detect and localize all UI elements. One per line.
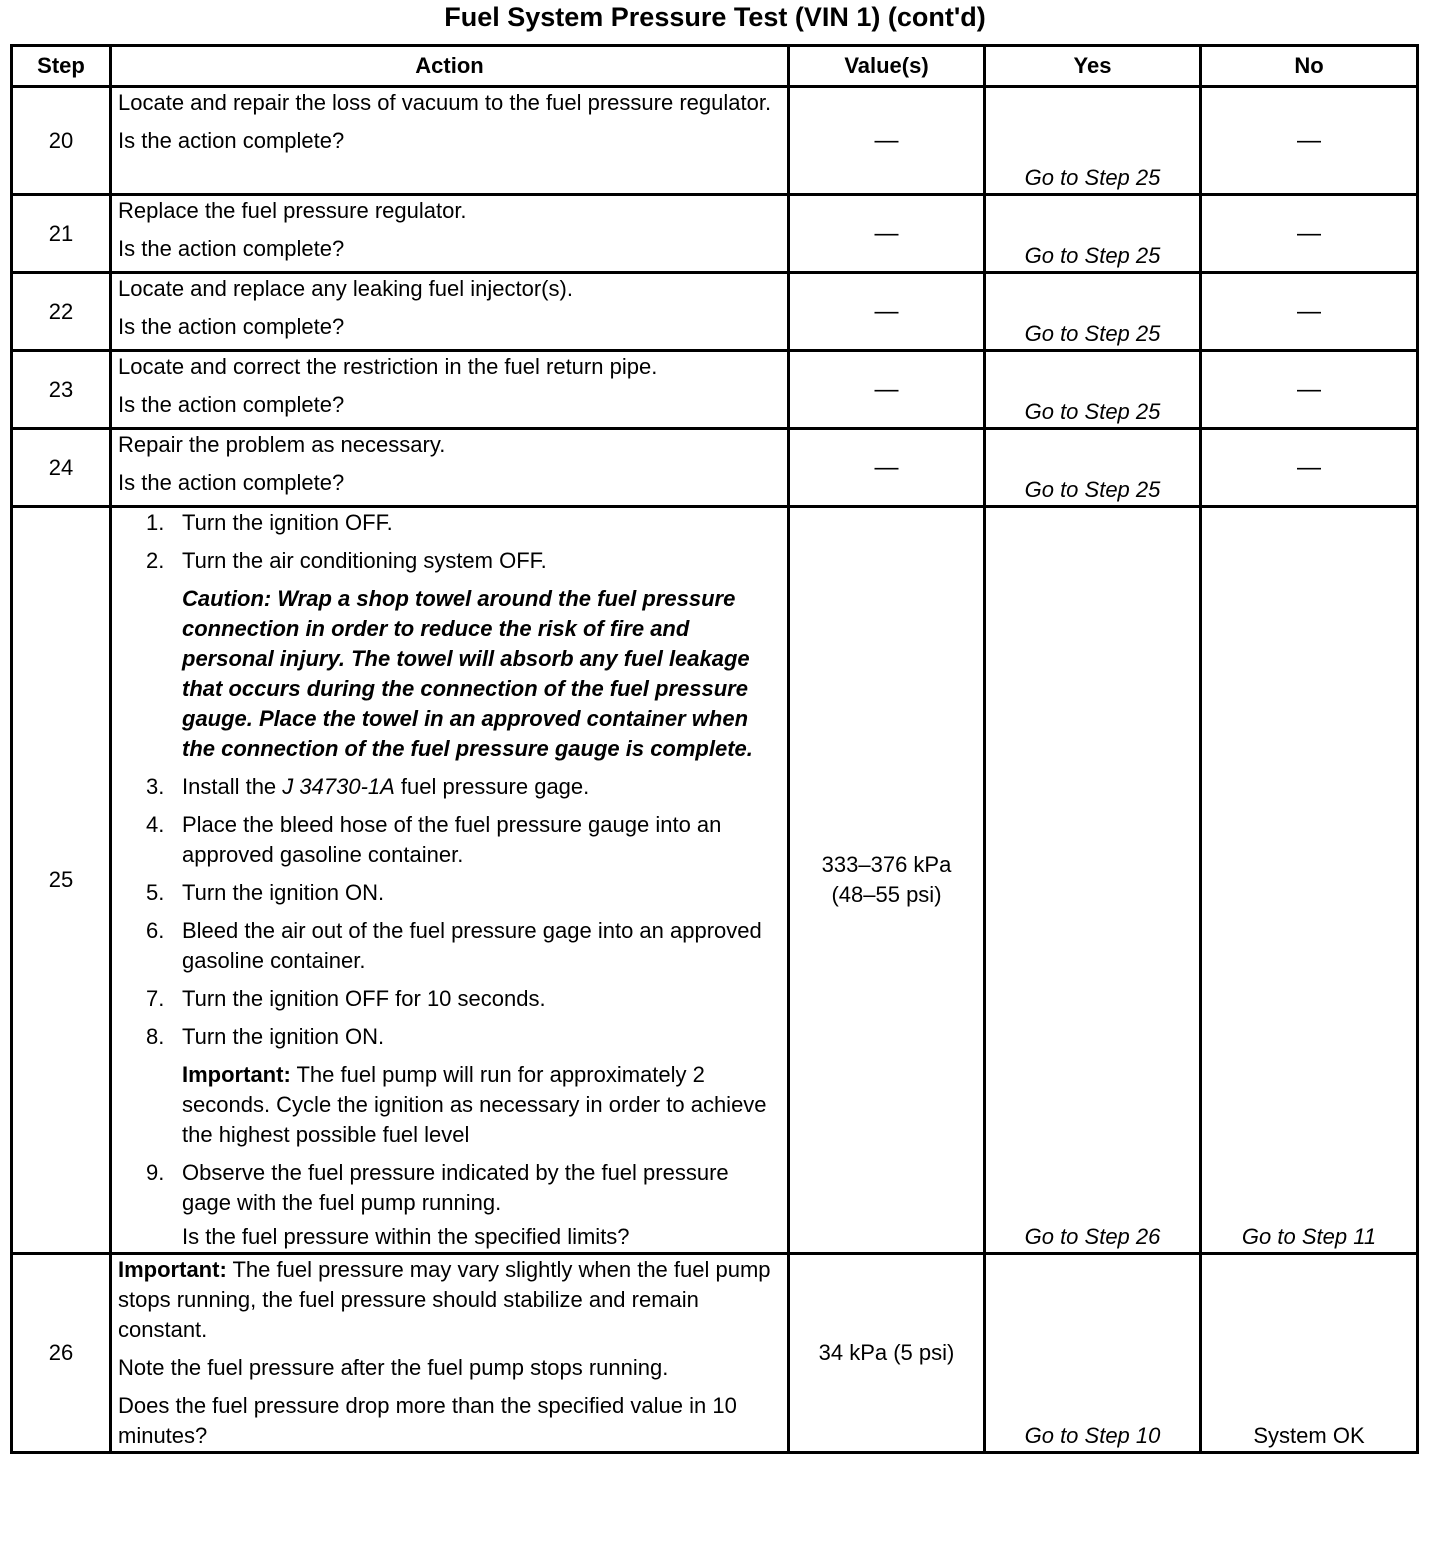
value-kpa: 333–376 kPa bbox=[821, 852, 952, 877]
value-cell: — bbox=[789, 429, 985, 507]
item-text: fuel pressure gage. bbox=[394, 774, 590, 799]
list-item bbox=[140, 810, 781, 870]
no-cell: — bbox=[1201, 195, 1418, 273]
value-cell: 34 kPa (5 psi) bbox=[789, 1254, 985, 1453]
table-row bbox=[12, 195, 1418, 273]
header-no: No bbox=[1201, 46, 1418, 87]
yes-cell: Go to Step 25 bbox=[985, 195, 1201, 273]
item-number: 7. bbox=[146, 986, 165, 1011]
item-text: Turn the ignition OFF for 10 seconds. bbox=[182, 986, 546, 1011]
item-text: Bleed the air out of the fuel pressure gage into an approved gasoline container. bbox=[182, 918, 762, 973]
action-question: Does the fuel pressure drop more than the specified value in 10 minutes? bbox=[118, 1393, 737, 1448]
action-cell bbox=[111, 273, 789, 351]
value-cell bbox=[789, 507, 985, 1254]
action-question: Is the action complete? bbox=[118, 236, 345, 261]
action-text: Locate and replace any leaking fuel injector(s). bbox=[118, 276, 573, 301]
no-cell: — bbox=[1201, 87, 1418, 195]
item-text: Observe the fuel pressure indicated by the fuel pressure gage with the fuel pump running. bbox=[182, 1160, 729, 1215]
list-item bbox=[140, 916, 781, 976]
procedure-table bbox=[10, 44, 1419, 1454]
item-text: Install the bbox=[182, 774, 283, 799]
yes-cell: Go to Step 10 bbox=[985, 1254, 1201, 1453]
item-number: 8. bbox=[146, 1024, 165, 1049]
header-values: Value(s) bbox=[789, 46, 985, 87]
item-number: 2. bbox=[146, 548, 165, 573]
table-row bbox=[12, 507, 1418, 1254]
procedure-list bbox=[118, 508, 781, 576]
action-cell bbox=[111, 195, 789, 273]
step-number: 22 bbox=[12, 273, 111, 351]
step-number: 20 bbox=[12, 87, 111, 195]
item-number: 9. bbox=[146, 1160, 165, 1185]
item-text: Turn the air conditioning system OFF. bbox=[182, 548, 547, 573]
action-text: Note the fuel pressure after the fuel pump stops running. bbox=[118, 1355, 669, 1380]
step-number: 25 bbox=[12, 507, 111, 1254]
list-item bbox=[140, 772, 781, 802]
yes-cell: Go to Step 25 bbox=[985, 273, 1201, 351]
action-text: Locate and correct the restriction in the fuel return pipe. bbox=[118, 354, 658, 379]
action-question: Is the action complete? bbox=[118, 470, 345, 495]
important-text: The fuel pump will run for approximately 2 seconds. Cycle the ignition as necessary in order to achieve the highest possible fuel level bbox=[182, 1062, 767, 1147]
action-question: Is the action complete? bbox=[118, 392, 345, 417]
procedure-list bbox=[118, 772, 781, 1052]
list-item bbox=[140, 984, 781, 1014]
list-item bbox=[140, 508, 781, 538]
item-number: 6. bbox=[146, 918, 165, 943]
item-number: 1. bbox=[146, 510, 165, 535]
value-cell: — bbox=[789, 273, 985, 351]
item-number: 5. bbox=[146, 880, 165, 905]
yes-cell: Go to Step 25 bbox=[985, 87, 1201, 195]
action-text: Locate and repair the loss of vacuum to the fuel pressure regulator. bbox=[118, 90, 772, 115]
step-number: 23 bbox=[12, 351, 111, 429]
list-item bbox=[140, 546, 781, 576]
important-note bbox=[118, 1255, 781, 1345]
table-row bbox=[12, 351, 1418, 429]
value-cell: — bbox=[789, 351, 985, 429]
no-cell: — bbox=[1201, 429, 1418, 507]
action-question: Is the action complete? bbox=[118, 314, 345, 339]
action-text: Replace the fuel pressure regulator. bbox=[118, 198, 467, 223]
no-cell: — bbox=[1201, 351, 1418, 429]
list-item bbox=[140, 1022, 781, 1052]
action-text: Repair the problem as necessary. bbox=[118, 432, 446, 457]
list-item bbox=[140, 878, 781, 908]
procedure-list bbox=[118, 1158, 781, 1218]
important-label: Important: bbox=[118, 1257, 227, 1282]
step-number: 26 bbox=[12, 1254, 111, 1453]
table-row bbox=[12, 429, 1418, 507]
no-cell: Go to Step 11 bbox=[1201, 507, 1418, 1254]
no-cell: System OK bbox=[1201, 1254, 1418, 1453]
table-row bbox=[12, 87, 1418, 195]
header-step: Step bbox=[12, 46, 111, 87]
action-question: Is the fuel pressure within the specified limits? bbox=[182, 1224, 630, 1249]
important-label: Important: bbox=[182, 1062, 291, 1087]
value-psi: (48–55 psi) bbox=[831, 882, 942, 907]
page-title: Fuel System Pressure Test (VIN 1) (cont'd) bbox=[444, 2, 986, 32]
no-cell: — bbox=[1201, 273, 1418, 351]
item-text: Turn the ignition ON. bbox=[182, 1024, 385, 1049]
caution-note: Caution: Wrap a shop towel around the fuel pressure connection in order to reduce the risk of fire and personal injury. The towel will absorb any fuel leakage that occurs during the connection of the fuel pressure gauge. Place the towel in an approved container when the connection of the fuel pressure gauge is complete. bbox=[182, 586, 753, 761]
item-text: Turn the ignition OFF. bbox=[182, 510, 393, 535]
item-text: Place the bleed hose of the fuel pressure gauge into an approved gasoline container. bbox=[182, 812, 722, 867]
value-cell: — bbox=[789, 195, 985, 273]
yes-cell: Go to Step 26 bbox=[985, 507, 1201, 1254]
item-number: 3. bbox=[146, 774, 165, 799]
action-cell bbox=[111, 351, 789, 429]
important-note bbox=[118, 1060, 781, 1150]
action-cell bbox=[111, 1254, 789, 1453]
list-item bbox=[140, 1158, 781, 1218]
action-cell bbox=[111, 87, 789, 195]
header-yes: Yes bbox=[985, 46, 1201, 87]
step-number: 24 bbox=[12, 429, 111, 507]
value-cell: — bbox=[789, 87, 985, 195]
action-question: Is the action complete? bbox=[118, 128, 345, 153]
yes-cell: Go to Step 25 bbox=[985, 351, 1201, 429]
header-action: Action bbox=[111, 46, 789, 87]
yes-cell: Go to Step 25 bbox=[985, 429, 1201, 507]
table-header-row bbox=[12, 46, 1418, 87]
action-cell bbox=[111, 507, 789, 1254]
action-cell bbox=[111, 429, 789, 507]
table-row bbox=[12, 1254, 1418, 1453]
item-text: Turn the ignition ON. bbox=[182, 880, 385, 905]
tool-number: J 34730-1A bbox=[282, 774, 395, 799]
table-row bbox=[12, 273, 1418, 351]
item-number: 4. bbox=[146, 812, 165, 837]
important-text: The fuel pressure may vary slightly when the fuel pump stops running, the fuel pressure should stabilize and remain constant. bbox=[118, 1257, 771, 1342]
step-number: 21 bbox=[12, 195, 111, 273]
